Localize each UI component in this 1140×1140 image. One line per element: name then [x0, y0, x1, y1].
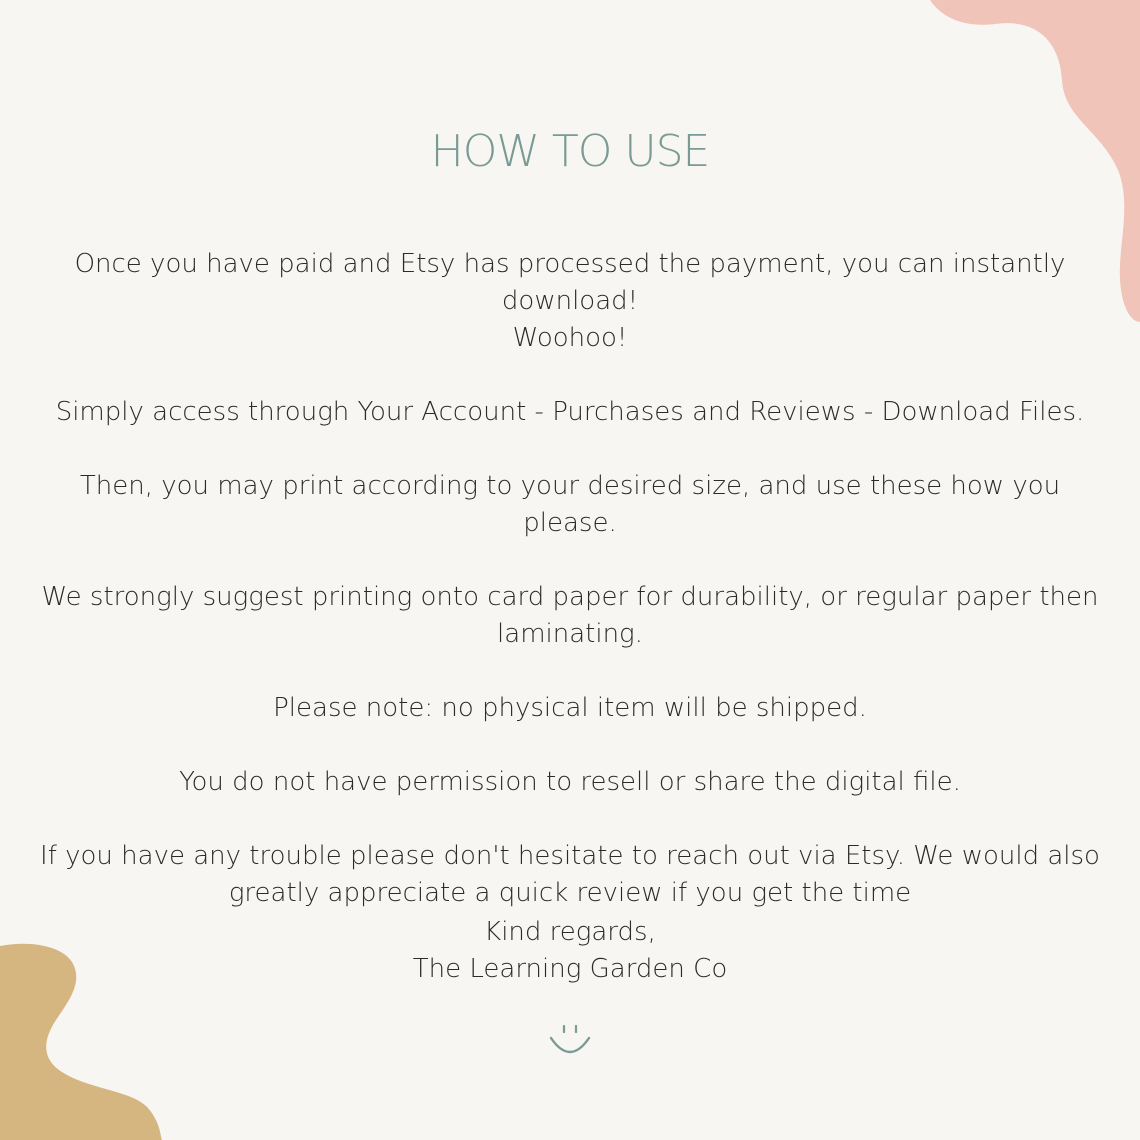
text-line: We strongly suggest printing onto card paper for durability, or regular paper then [41, 582, 1099, 612]
text-line: Woohoo! [512, 323, 628, 353]
text-line: Then, you may print according to your desired size, and use these how you please. [79, 471, 1061, 538]
paragraph-no-resell [30, 764, 1110, 801]
signoff [0, 914, 1140, 988]
smiley-face-icon [546, 1020, 594, 1062]
paragraph-print [30, 468, 1110, 542]
text-line: If you have any trouble please don't hesitate to reach out via Etsy. We would also [40, 841, 1100, 871]
text-line: laminating. [497, 619, 643, 649]
signoff-company: The Learning Garden Co [412, 954, 728, 984]
paragraph-no-shipping [30, 690, 1110, 727]
signoff-greeting: Kind regards, [484, 917, 656, 947]
text-line: Simply access through Your Account - Purchases and Reviews - Download Files. [55, 397, 1085, 427]
text-line: Please note: no physical item will be shipped. [273, 693, 867, 723]
text-line: You do not have permission to resell or share the digital file. [179, 767, 961, 797]
paragraph-access [30, 394, 1110, 431]
paragraph-contact [30, 838, 1110, 912]
page-title: HOW TO USE [430, 126, 710, 177]
instructions-body [30, 246, 1110, 949]
text-line: Once you have paid and Etsy has processed the payment, you can instantly download! [74, 249, 1066, 316]
paragraph-paper-suggestion [30, 579, 1110, 653]
text-line: greatly appreciate a quick review if you get the time [228, 878, 912, 908]
paragraph-download [30, 246, 1110, 357]
